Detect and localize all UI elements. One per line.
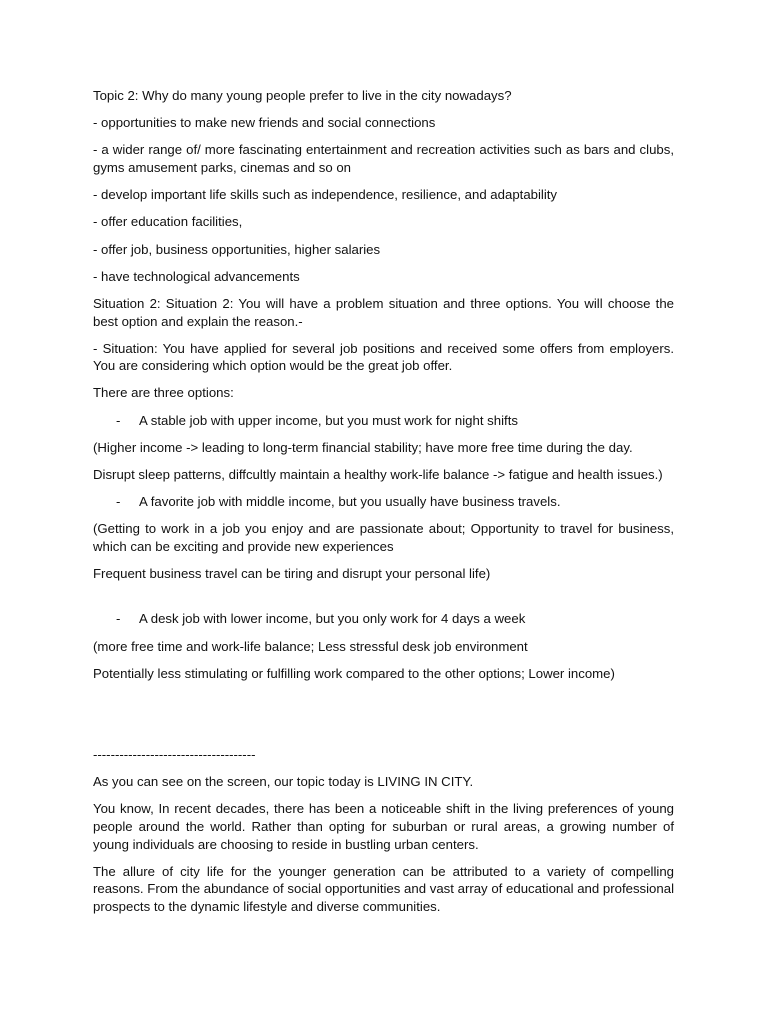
speech-paragraph: The allure of city life for the younger generation can be attributed to a variety of compelling reasons. From the abundance of social opportunities and vast array of educational and professional prospects to the dynamic lifestyle and diverse communities. bbox=[93, 863, 674, 914]
option-dash: - bbox=[116, 611, 121, 627]
speech-paragraph: As you can see on the screen, our topic today is LIVING IN CITY. bbox=[93, 774, 474, 790]
option-label: A desk job with lower income, but you only work for 4 days a week bbox=[139, 611, 526, 627]
option-note: Disrupt sleep patterns, diffcultly maintain a healthy work-life balance -> fatigue and health issues.) bbox=[93, 467, 663, 483]
speech-paragraph: You know, In recent decades, there has been a noticeable shift in the living preferences of young people around the world. Rather than opting for suburban or rural areas, a growing number of young individuals are choosing to reside in bustling urban centers. bbox=[93, 801, 674, 852]
reason-item: - offer education facilities, bbox=[93, 214, 243, 230]
reason-item: - develop important life skills such as independence, resilience, and adaptability bbox=[93, 187, 558, 203]
option-label: A favorite job with middle income, but you usually have business travels. bbox=[139, 494, 561, 510]
reason-item: - offer job, business opportunities, higher salaries bbox=[93, 241, 381, 257]
blank-lines bbox=[93, 692, 674, 746]
option-item bbox=[93, 493, 674, 511]
situation-intro: Situation 2: Situation 2: You will have a problem situation and three options. You will choose the best option and explain the reason.- bbox=[93, 295, 674, 329]
option-dash: - bbox=[116, 494, 121, 510]
topic-title: Topic 2: Why do many young people prefer to live in the city nowadays? bbox=[93, 88, 512, 103]
option-item bbox=[93, 610, 674, 628]
option-note: Potentially less stimulating or fulfilling work compared to the other options; Lower income) bbox=[93, 665, 615, 681]
reason-item: - have technological advancements bbox=[93, 268, 300, 284]
section-divider: ------------------------------------- bbox=[93, 746, 256, 762]
option-note: (more free time and work-life balance; Less stressful desk job environment bbox=[93, 638, 528, 654]
option-dash: - bbox=[116, 412, 121, 428]
situation-text: - Situation: You have applied for several job positions and received some offers from employers. You are considering which option would be the great job offer. bbox=[93, 340, 674, 374]
blank-line bbox=[93, 592, 674, 610]
options-intro: There are three options: bbox=[93, 385, 234, 401]
option-note: Frequent business travel can be tiring and disrupt your personal life) bbox=[93, 566, 491, 582]
option-note: (Higher income -> leading to long-term financial stability; have more free time during the day. bbox=[93, 439, 633, 455]
option-item bbox=[93, 412, 674, 430]
option-note: (Getting to work in a job you enjoy and are passionate about; Opportunity to travel for business, which can be exciting and provide new experiences bbox=[93, 521, 674, 554]
reason-item: - a wider range of/ more fascinating entertainment and recreation activities such as bars and clubs, gyms amusement parks, cinemas and so on bbox=[93, 142, 674, 175]
reason-item: - opportunities to make new friends and social connections bbox=[93, 115, 436, 131]
option-label: A stable job with upper income, but you must work for night shifts bbox=[139, 412, 518, 428]
